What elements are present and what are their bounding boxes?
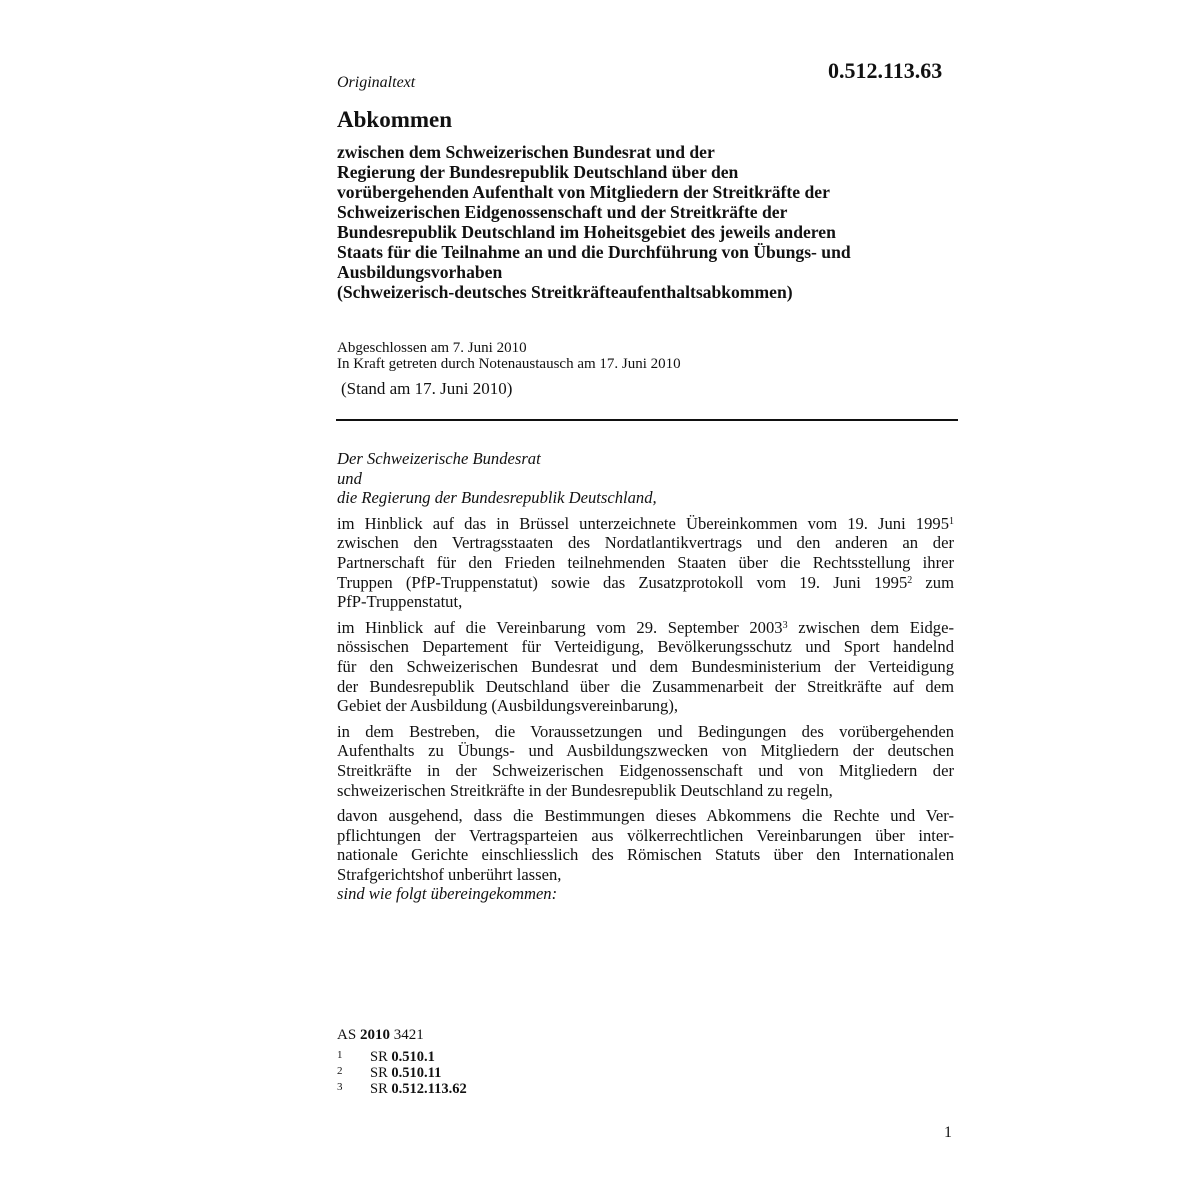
preamble-paragraph-1 (337, 514, 954, 612)
paragraph-line: Streitkräfte in der Schweizerischen Eidgenossenschaft und von Mitgliedern der (337, 760, 954, 780)
horizontal-divider (336, 419, 958, 421)
footnote-ref: 2 (907, 574, 913, 586)
paragraph-line: Partnerschaft für den Frieden teilnehmenden Staaten über die Rechtsstellung ihrer (337, 552, 954, 572)
paragraph-line: zwischen den Vertragsstaaten des Nordatlantikvertrags und den anderen an der (337, 533, 954, 553)
as-reference: AS 2010 3421 (337, 1027, 424, 1043)
in-force-date: In Kraft getreten durch Notenaustausch am 17. Juni 2010 (337, 356, 681, 372)
subtitle-line: Bundesrepublik Deutschland im Hoheitsgebiet des jeweils anderen (337, 222, 836, 242)
originaltext-label: Originaltext (337, 74, 416, 91)
paragraph-line: im Hinblick auf die Vereinbarung vom 29. September 2003$^3$ zwischen dem Eidge- (337, 617, 954, 637)
subtitle-line: (Schweizerisch-deutsches Streitkräfteaufenthaltsabkommen) (337, 282, 793, 302)
preamble (337, 449, 954, 904)
footnote-number: 1 (337, 1049, 343, 1061)
footnote: 3 SR 0.512.113.62 (337, 1081, 467, 1097)
party-one: Der Schweizerische Bundesrat (337, 449, 541, 468)
preamble-paragraph-4 (337, 806, 954, 884)
paragraph-line: PfP-Truppenstatut, (337, 592, 463, 612)
paragraph-line: in dem Bestreben, die Voraussetzungen und Bedingungen des vorübergehenden (337, 721, 954, 741)
footnote: 1 SR 0.510.1 (337, 1049, 435, 1065)
paragraph-line: nössischen Departement für Verteidigung, Bevölkerungsschutz und Sport handelnd (337, 637, 954, 657)
paragraph-line: pflichtungen der Vertragsparteien aus völkerrechtlichen Vereinbarungen über inter- (337, 825, 954, 845)
footnote: 2 SR 0.510.11 (337, 1065, 442, 1081)
document-title: Abkommen (337, 107, 453, 132)
footnote-number: 2 (337, 1065, 343, 1077)
paragraph-line: Truppen (PfP-Truppenstatut) sowie das Zusatzprotokoll vom 19. Juni 1995$^2$ zum (337, 572, 955, 592)
paragraph-line: der Bundesrepublik Deutschland über die Zusammenarbeit der Streitkräfte auf dem (337, 676, 954, 696)
subtitle-line: Regierung der Bundesrepublik Deutschland über den (337, 162, 739, 182)
subtitle-line: Schweizerischen Eidgenossenschaft und der Streitkräfte der (337, 202, 788, 222)
footnote-ref: 3 (782, 619, 788, 631)
paragraph-line: für den Schweizerischen Bundesrat und dem Bundesministerium der Verteidigung (337, 656, 954, 676)
document-subtitle (337, 142, 967, 302)
preamble-closing: sind wie folgt übereingekommen: (337, 884, 558, 904)
party-two: die Regierung der Bundesrepublik Deutschland, (337, 488, 657, 508)
stand-date: (Stand am 17. Juni 2010) (341, 379, 513, 398)
preamble-paragraph-3 (337, 722, 954, 800)
subtitle-line: Ausbildungsvorhaben (337, 262, 503, 282)
page-number: 1 (944, 1124, 952, 1141)
paragraph-line: schweizerischen Streitkräfte in der Bundesrepublik Deutschland zu regeln, (337, 780, 833, 800)
subtitle-line: vorübergehenden Aufenthalt von Mitgliedern der Streitkräfte der (337, 182, 830, 202)
footnote-reference: 0.510.11 (391, 1065, 442, 1081)
party-conjunction: und (337, 468, 362, 488)
subtitle-line: zwischen dem Schweizerischen Bundesrat und der (337, 142, 715, 162)
footnote-reference: 0.510.1 (391, 1049, 435, 1065)
preamble-paragraph-2 (337, 618, 954, 716)
paragraph-line: Aufenthalts zu Übungs- und Ausbildungszwecken von Mitgliedern der deutschen (337, 741, 954, 761)
footnote-ref: 1 (949, 515, 954, 527)
paragraph-line: im Hinblick auf das in Brüssel unterzeichnete Übereinkommen vom 19. Juni 1995$^1$ (337, 513, 954, 533)
footnote-number: 3 (337, 1081, 343, 1093)
paragraph-line: nationale Gerichte einschliesslich des Römischen Statuts über den Internationalen (337, 845, 954, 865)
paragraph-line: Strafgerichtshof unberührt lassen, (337, 864, 562, 884)
paragraph-line: Gebiet der Ausbildung (Ausbildungsvereinbarung), (337, 696, 679, 716)
sr-number: 0.512.113.63 (828, 58, 943, 83)
subtitle-line: Staats für die Teilnahme an und die Durchführung von Übungs- und (337, 242, 851, 262)
concluded-date: Abgeschlossen am 7. Juni 2010 (337, 340, 527, 356)
paragraph-line: davon ausgehend, dass die Bestimmungen dieses Abkommens die Rechte und Ver- (337, 806, 954, 826)
footnote-reference: 0.512.113.62 (391, 1081, 467, 1097)
